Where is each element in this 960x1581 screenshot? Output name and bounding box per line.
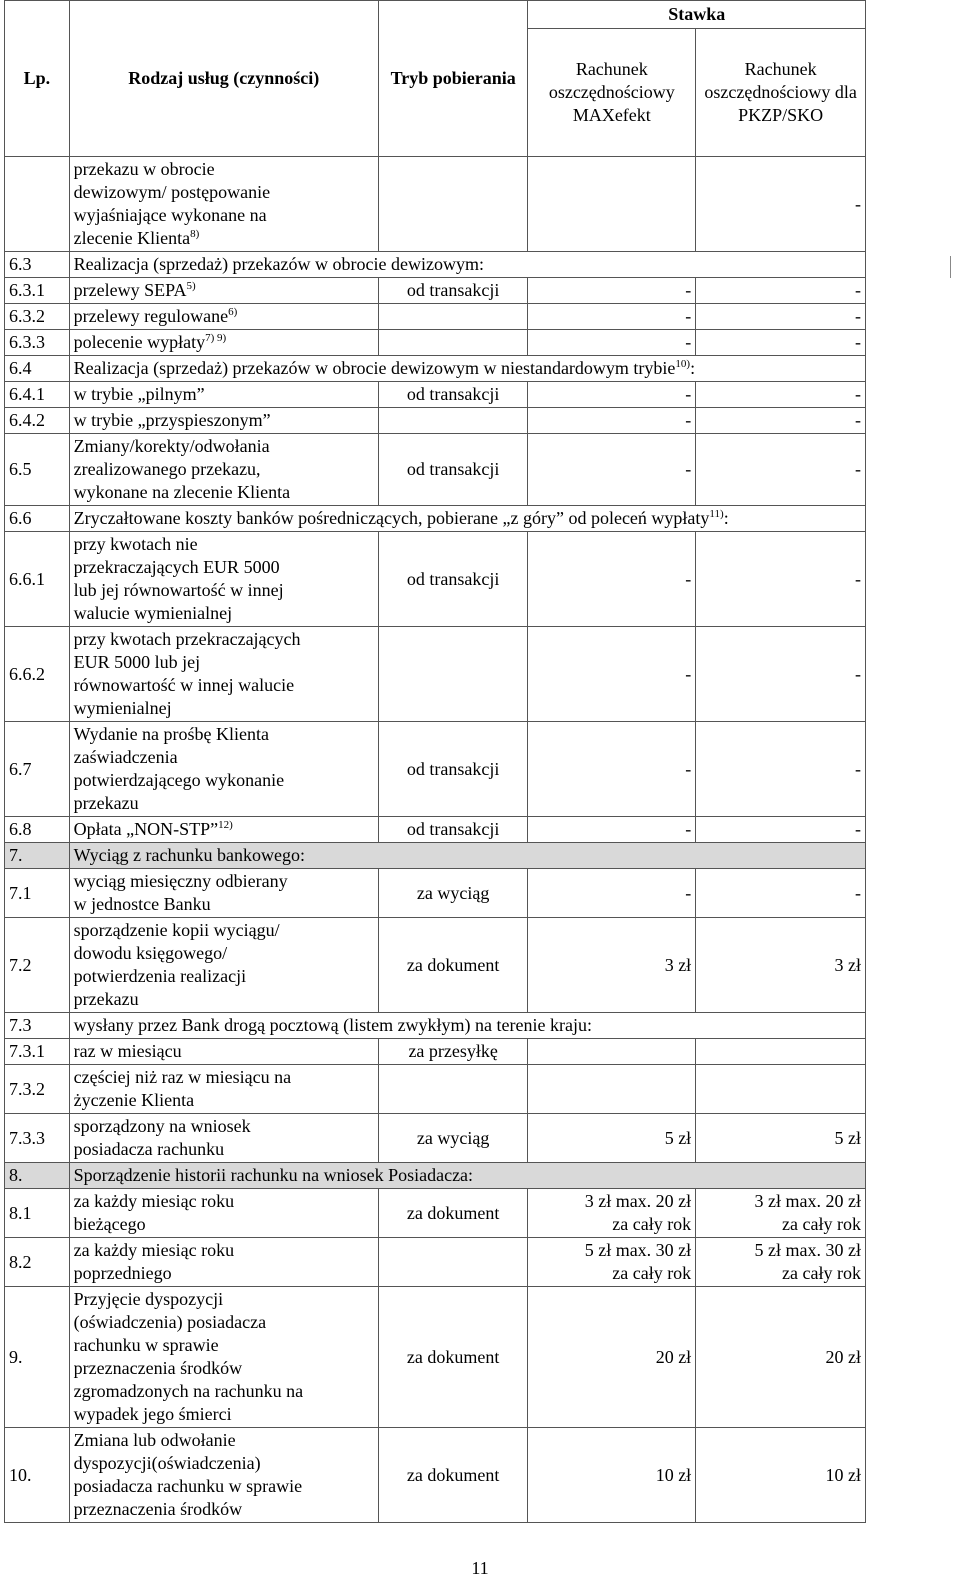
row-service xyxy=(69,869,378,918)
row-service xyxy=(69,356,865,382)
row-service-text: Realizacja (sprzedaż) przekazów w obrocie dewizowym w niestandardowym trybie xyxy=(73,358,676,378)
row-number: 6.6.1 xyxy=(5,532,70,627)
row-service-suffix: : xyxy=(723,508,729,528)
row-service xyxy=(69,330,378,356)
table-row xyxy=(5,918,866,1013)
row-service xyxy=(69,278,378,304)
row-service xyxy=(69,627,378,722)
row-rate-maxefekt: - xyxy=(528,627,696,722)
row-rate-pkzp: - xyxy=(696,408,866,434)
row-mode: za przesyłkę xyxy=(378,1039,528,1065)
row-mode xyxy=(378,1238,528,1287)
row-rate-maxefekt: - xyxy=(528,278,696,304)
row-service xyxy=(69,304,378,330)
margin-mark xyxy=(950,256,951,278)
row-number: 6.3.2 xyxy=(5,304,70,330)
row-mode: od transakcji xyxy=(378,817,528,843)
row-mode xyxy=(378,627,528,722)
row-service-text: w trybie „przyspieszonym” xyxy=(73,410,271,430)
row-service xyxy=(69,157,378,252)
row-rate-maxefekt: 5 zł xyxy=(528,1114,696,1163)
row-service-text: Realizacja (sprzedaż) przekazów w obrocie dewizowym: xyxy=(73,254,484,274)
row-rate-pkzp: 10 zł xyxy=(696,1428,866,1523)
table-row xyxy=(5,843,866,869)
row-mode: od transakcji xyxy=(378,278,528,304)
row-number: 6.6 xyxy=(5,506,70,532)
row-number: 6.3.1 xyxy=(5,278,70,304)
row-service-text: za każdy miesiąc roku poprzedniego xyxy=(73,1240,235,1283)
row-service-text: przekazu w obrocie dewizowym/ postępowanie wyjaśniające wykonane na zlecenie Klienta xyxy=(73,159,271,248)
row-footnote-ref: 12) xyxy=(218,819,233,831)
table-row xyxy=(5,506,866,532)
header-mode: Tryb pobierania xyxy=(378,1,528,157)
row-mode: od transakcji xyxy=(378,722,528,817)
row-service-text: częściej niż raz w miesiącu na życzenie Klienta xyxy=(73,1067,292,1110)
row-service xyxy=(69,1065,378,1114)
row-rate-maxefekt: - xyxy=(528,722,696,817)
table-row xyxy=(5,304,866,330)
table-row xyxy=(5,1065,866,1114)
row-rate-maxefekt: - xyxy=(528,869,696,918)
row-number: 6.4.1 xyxy=(5,382,70,408)
row-mode xyxy=(378,304,528,330)
row-mode: za wyciąg xyxy=(378,1114,528,1163)
row-service xyxy=(69,1428,378,1523)
row-rate-maxefekt xyxy=(528,1065,696,1114)
row-rate-pkzp: - xyxy=(696,817,866,843)
row-service xyxy=(69,1238,378,1287)
row-service xyxy=(69,1287,378,1428)
table-row xyxy=(5,532,866,627)
row-rate-maxefekt: 20 zł xyxy=(528,1287,696,1428)
row-rate-pkzp: - xyxy=(696,722,866,817)
row-service xyxy=(69,1114,378,1163)
fee-table xyxy=(4,0,866,1523)
row-service xyxy=(69,1163,865,1189)
row-service xyxy=(69,382,378,408)
row-number: 6.8 xyxy=(5,817,70,843)
table-row xyxy=(5,722,866,817)
table-row xyxy=(5,382,866,408)
row-number: 7.3 xyxy=(5,1013,70,1039)
row-service-text: Zmiany/korekty/odwołania zrealizowanego przekazu, wykonane na zlecenie Klienta xyxy=(73,436,291,502)
row-rate-maxefekt: - xyxy=(528,330,696,356)
table-row xyxy=(5,1039,866,1065)
row-rate-pkzp: - xyxy=(696,382,866,408)
row-number: 8.1 xyxy=(5,1189,70,1238)
fee-table-body xyxy=(5,157,866,1523)
row-footnote-ref: 11) xyxy=(709,508,724,520)
row-rate-maxefekt: - xyxy=(528,434,696,506)
table-row xyxy=(5,869,866,918)
row-service xyxy=(69,532,378,627)
row-number: 6.4.2 xyxy=(5,408,70,434)
row-number xyxy=(5,157,70,252)
row-rate-pkzp: 5 zł max. 30 zł za cały rok xyxy=(696,1238,866,1287)
table-row xyxy=(5,1238,866,1287)
row-rate-pkzp xyxy=(696,1039,866,1065)
row-service-text: przelewy regulowane xyxy=(73,306,229,326)
row-rate-pkzp: 20 zł xyxy=(696,1287,866,1428)
table-row xyxy=(5,252,866,278)
row-footnote-ref: 5) xyxy=(186,280,196,292)
row-number: 7. xyxy=(5,843,70,869)
row-number: 8. xyxy=(5,1163,70,1189)
header-rate: Stawka xyxy=(528,1,866,29)
row-service xyxy=(69,722,378,817)
row-footnote-ref: 7) 9) xyxy=(205,332,227,344)
table-row xyxy=(5,817,866,843)
row-service xyxy=(69,918,378,1013)
row-rate-maxefekt: 5 zł max. 30 zł za cały rok xyxy=(528,1238,696,1287)
row-rate-pkzp: - xyxy=(696,532,866,627)
header-col-maxefekt: Rachunek oszczędnościowy MAXefekt xyxy=(528,29,696,157)
row-service xyxy=(69,408,378,434)
row-rate-maxefekt xyxy=(528,1039,696,1065)
row-number: 6.5 xyxy=(5,434,70,506)
row-service-text: przy kwotach przekraczających EUR 5000 lub jej równowartość w innej walucie wymienialnej xyxy=(73,629,301,718)
row-service xyxy=(69,1013,865,1039)
row-rate-maxefekt: 3 zł xyxy=(528,918,696,1013)
row-service-text: przy kwotach nie przekraczających EUR 5000 lub jej równowartość w innej walucie wymienialnej xyxy=(73,534,284,623)
row-service xyxy=(69,506,865,532)
row-rate-pkzp: - xyxy=(696,434,866,506)
table-row xyxy=(5,330,866,356)
page-number: 11 xyxy=(471,1558,489,1578)
row-rate-pkzp: 3 zł max. 20 zł za cały rok xyxy=(696,1189,866,1238)
row-number: 8.2 xyxy=(5,1238,70,1287)
row-service-text: w trybie „pilnym” xyxy=(73,384,205,404)
row-mode xyxy=(378,330,528,356)
table-row xyxy=(5,1114,866,1163)
table-row xyxy=(5,278,866,304)
row-service-text: sporządzony na wniosek posiadacza rachunku xyxy=(73,1116,251,1159)
row-mode: od transakcji xyxy=(378,382,528,408)
row-mode: za dokument xyxy=(378,918,528,1013)
row-number: 7.3.3 xyxy=(5,1114,70,1163)
row-service-text: Wyciąg z rachunku bankowego: xyxy=(73,845,305,865)
header-row-top xyxy=(5,1,866,29)
row-service-text: polecenie wypłaty xyxy=(73,332,206,352)
header-service: Rodzaj usług (czynności) xyxy=(69,1,378,157)
row-service xyxy=(69,817,378,843)
row-mode xyxy=(378,1065,528,1114)
row-mode: od transakcji xyxy=(378,532,528,627)
row-mode xyxy=(378,408,528,434)
row-service xyxy=(69,843,865,869)
table-row xyxy=(5,356,866,382)
row-rate-pkzp: - xyxy=(696,157,866,252)
row-rate-pkzp: 5 zł xyxy=(696,1114,866,1163)
row-number: 6.6.2 xyxy=(5,627,70,722)
row-mode xyxy=(378,157,528,252)
row-number: 6.3.3 xyxy=(5,330,70,356)
row-number: 6.4 xyxy=(5,356,70,382)
row-rate-pkzp: - xyxy=(696,869,866,918)
table-row xyxy=(5,157,866,252)
row-number: 6.3 xyxy=(5,252,70,278)
row-service-text: Opłata „NON-STP” xyxy=(73,819,219,839)
row-footnote-ref: 10) xyxy=(675,358,691,370)
row-rate-pkzp: - xyxy=(696,330,866,356)
row-service-text: Sporządzenie historii rachunku na wniosek Posiadacza: xyxy=(73,1165,474,1185)
row-number: 9. xyxy=(5,1287,70,1428)
row-service-text: Przyjęcie dyspozycji (oświadczenia) posiadacza rachunku w sprawie przeznaczenia środków zgromadzonych na rachunku na wypadek jego śmierci xyxy=(73,1289,304,1424)
row-service xyxy=(69,434,378,506)
table-row xyxy=(5,1163,866,1189)
row-service xyxy=(69,1189,378,1238)
row-rate-maxefekt: - xyxy=(528,304,696,330)
row-service xyxy=(69,1039,378,1065)
row-number: 10. xyxy=(5,1428,70,1523)
row-rate-maxefekt: 10 zł xyxy=(528,1428,696,1523)
table-row xyxy=(5,1287,866,1428)
row-service-text: raz w miesiącu xyxy=(73,1041,182,1061)
row-service-text: Zryczałtowane koszty banków pośredniczących, pobierane „z góry” od poleceń wypłaty xyxy=(73,508,710,528)
row-rate-pkzp: - xyxy=(696,627,866,722)
table-row xyxy=(5,434,866,506)
row-rate-maxefekt: - xyxy=(528,382,696,408)
row-service-suffix: : xyxy=(690,358,696,378)
row-number: 7.1 xyxy=(5,869,70,918)
row-service-text: Zmiana lub odwołanie dyspozycji(oświadczenia) posiadacza rachunku w sprawie przeznaczenia środków xyxy=(73,1430,303,1519)
row-service-text: za każdy miesiąc roku bieżącego xyxy=(73,1191,235,1234)
row-number: 7.3.2 xyxy=(5,1065,70,1114)
row-rate-maxefekt xyxy=(528,157,696,252)
row-service-text: przelewy SEPA xyxy=(73,280,187,300)
row-service-text: sporządzenie kopii wyciągu/ dowodu księgowego/ potwierdzenia realizacji przekazu xyxy=(73,920,280,1009)
row-rate-pkzp: - xyxy=(696,278,866,304)
header-col-pkzp: Rachunek oszczędnościowy dla PKZP/SKO xyxy=(696,29,866,157)
row-number: 7.2 xyxy=(5,918,70,1013)
table-row xyxy=(5,627,866,722)
row-rate-maxefekt: 3 zł max. 20 zł za cały rok xyxy=(528,1189,696,1238)
table-row xyxy=(5,1013,866,1039)
row-rate-pkzp xyxy=(696,1065,866,1114)
row-rate-maxefekt: - xyxy=(528,817,696,843)
table-row xyxy=(5,408,866,434)
row-mode: od transakcji xyxy=(378,434,528,506)
table-row xyxy=(5,1428,866,1523)
row-number: 7.3.1 xyxy=(5,1039,70,1065)
row-service-text: wyciąg miesięczny odbierany w jednostce Banku xyxy=(73,871,288,914)
row-mode: za dokument xyxy=(378,1189,528,1238)
row-rate-maxefekt: - xyxy=(528,532,696,627)
row-rate-pkzp: - xyxy=(696,304,866,330)
row-mode: za wyciąg xyxy=(378,869,528,918)
row-rate-pkzp: 3 zł xyxy=(696,918,866,1013)
row-service-text: wysłany przez Bank drogą pocztową (listem zwykłym) na terenie kraju: xyxy=(73,1015,592,1035)
row-service-text: Wydanie na prośbę Klienta zaświadczenia potwierdzającego wykonanie przekazu xyxy=(73,724,285,813)
row-service xyxy=(69,252,865,278)
row-footnote-ref: 8) xyxy=(190,228,200,240)
row-mode: za dokument xyxy=(378,1287,528,1428)
header-lp: Lp. xyxy=(5,1,70,157)
row-footnote-ref: 6) xyxy=(228,306,238,318)
row-rate-maxefekt: - xyxy=(528,408,696,434)
table-row xyxy=(5,1189,866,1238)
row-mode: za dokument xyxy=(378,1428,528,1523)
row-number: 6.7 xyxy=(5,722,70,817)
